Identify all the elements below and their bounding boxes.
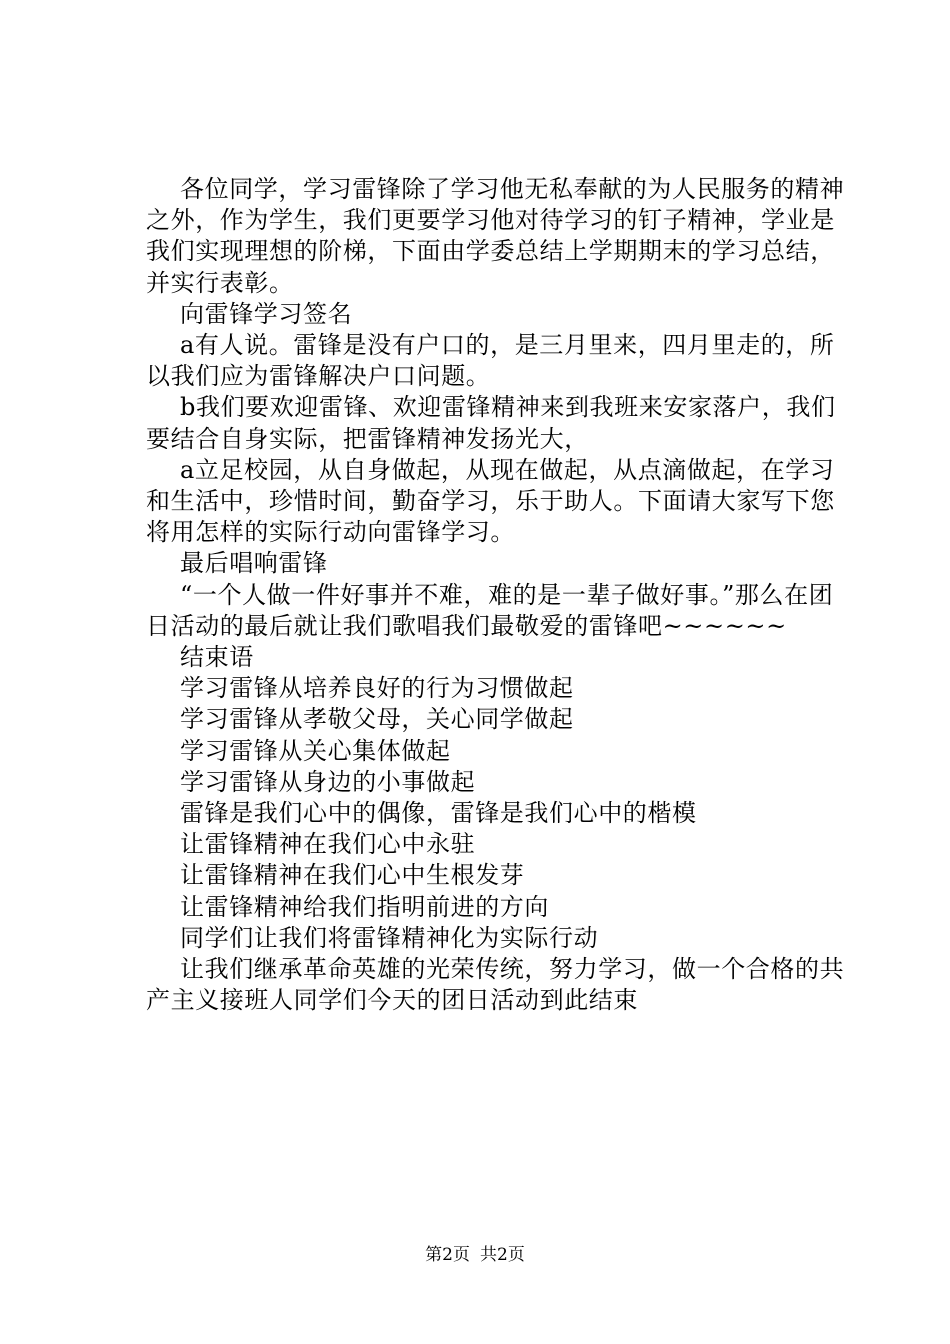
paragraph-final: 让我们继承革命英雄的光荣传统，努力学习，做一个合格的共产主义接班人同学们今天的团日活动到此结束 xyxy=(146,955,845,1015)
paragraph-closing-heading: 结束语 xyxy=(180,643,254,672)
paragraph-a-campus: a立足校园，从自身做起，从现在做起，从点滴做起，在学习和生活中，珍惜时间，勤奋学习，乐于助人。下面请大家写下您将用怎样的实际行动向雷锋学习。 xyxy=(146,455,835,547)
paragraph-b-welcome: b我们要欢迎雷锋、欢迎雷锋精神来到我班来安家落户，我们要结合自身实际，把雷锋精神发扬光大， xyxy=(146,393,836,453)
paragraph-line-9: 同学们让我们将雷锋精神化为实际行动 xyxy=(180,923,599,952)
paragraph-line-3: 学习雷锋从关心集体做起 xyxy=(180,736,451,765)
paragraph-line-6: 让雷锋精神在我们心中永驻 xyxy=(180,830,476,859)
document-body xyxy=(146,174,846,1016)
page-number: 第2页 xyxy=(425,1245,470,1265)
paragraph-line-1: 学习雷锋从培养良好的行为习惯做起 xyxy=(180,674,574,703)
paragraph-intro: 各位同学，学习雷锋除了学习他无私奉献的为人民服务的精神之外，作为学生，我们更要学习他对待学习的钉子精神，学业是我们实现理想的阶梯，下面由学委总结上学期期末的学习总结，并实行表彰。 xyxy=(146,175,845,297)
page-total: 共2页 xyxy=(480,1245,525,1265)
paragraph-quote: “一个人做一件好事并不难，难的是一辈子做好事。”那么在团日活动的最后就让我们歌唱我们最敬爱的雷锋吧~~~~~~ xyxy=(146,580,834,640)
paragraph-line-5: 雷锋是我们心中的偶像，雷锋是我们心中的楷模 xyxy=(180,799,697,828)
page-footer xyxy=(0,1244,950,1266)
paragraph-line-4: 学习雷锋从身边的小事做起 xyxy=(180,767,476,796)
paragraph-line-7: 让雷锋精神在我们心中生根发芽 xyxy=(180,861,525,890)
paragraph-song-heading: 最后唱响雷锋 xyxy=(180,549,328,578)
paragraph-line-8: 让雷锋精神给我们指明前进的方向 xyxy=(180,892,549,921)
paragraph-sign-heading: 向雷锋学习签名 xyxy=(180,299,353,328)
paragraph-line-2: 学习雷锋从孝敬父母，关心同学做起 xyxy=(180,705,574,734)
paragraph-a-hukou: a有人说。雷锋是没有户口的，是三月里来，四月里走的，所以我们应为雷锋解决户口问题。 xyxy=(146,331,835,391)
